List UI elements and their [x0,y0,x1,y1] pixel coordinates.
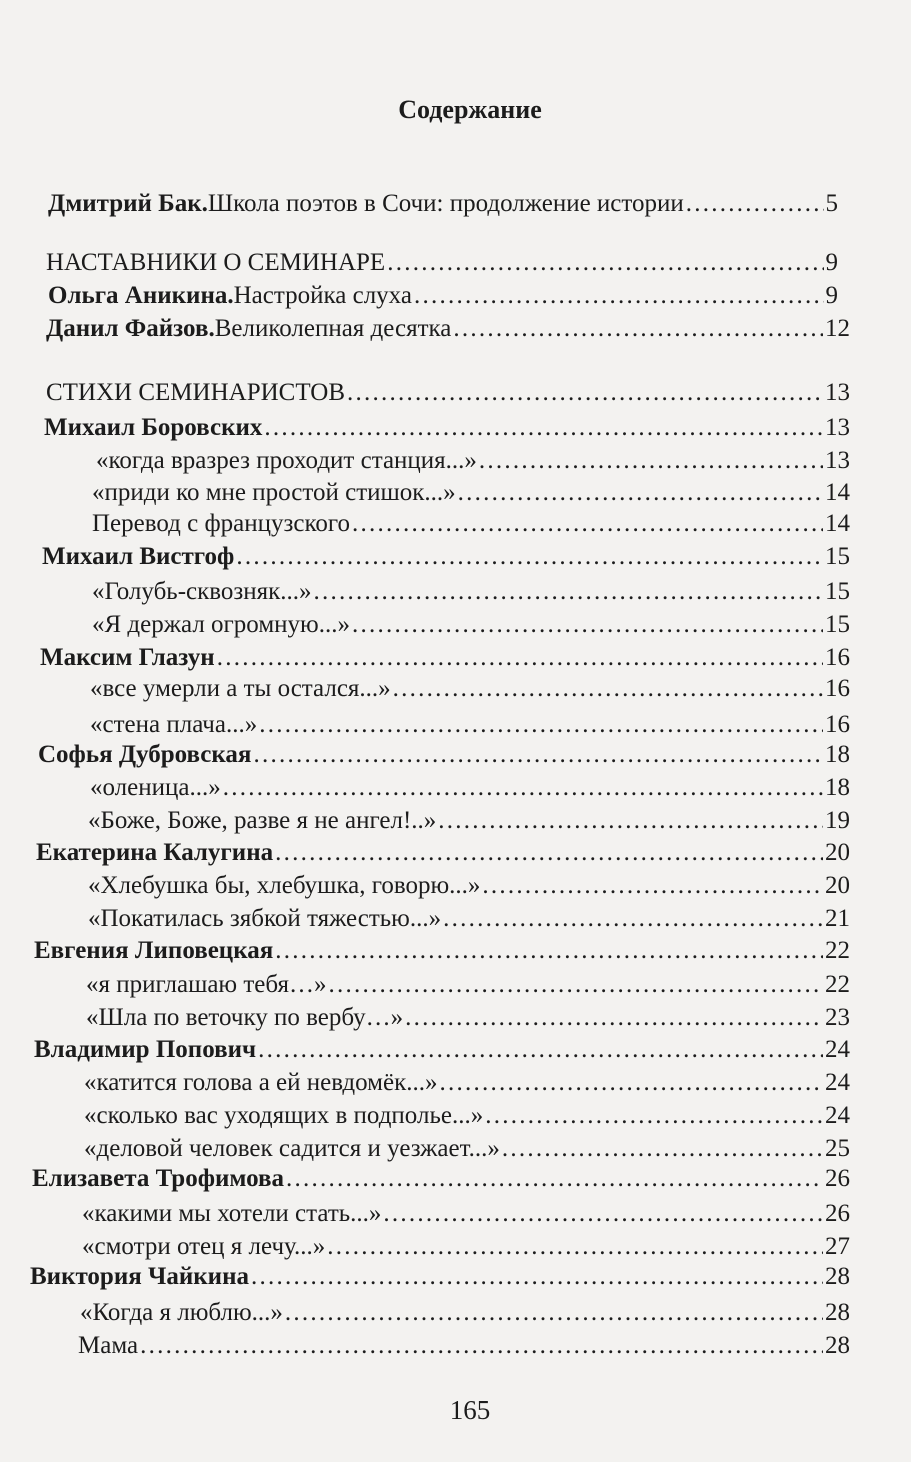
toc-page-number: 13 [825,379,850,406]
toc-page-number: 25 [825,1135,850,1162]
toc-entry [46,378,850,408]
toc-entry [90,710,850,740]
toc-entry-title: «смотри отец я лечу...» [82,1233,326,1260]
toc-author-name: Данил Файзов. [46,315,215,342]
toc-page-number: 26 [825,1165,850,1192]
dot-leader [236,542,823,572]
toc-entry [34,1035,850,1065]
dot-leader [327,1232,823,1262]
toc-entry-title: «оленица...» [90,774,221,801]
toc-page-number: 24 [825,1036,850,1063]
dot-leader [439,1068,823,1098]
toc-entry [88,806,850,836]
toc-entry-title: Настройка слуха [233,282,412,309]
toc-entry-title: «деловой человек садится и уезжает...» [84,1135,500,1162]
toc-entry [86,970,850,1000]
dot-leader [414,281,824,311]
toc-entry [40,643,850,673]
dot-leader [482,871,823,901]
toc-entry [46,248,838,278]
toc-entry-title: «Когда я люблю...» [80,1299,283,1326]
dot-leader [502,1134,823,1164]
toc-entry [82,1199,850,1229]
toc-entry [30,1262,850,1292]
toc-page-number: 19 [825,807,850,834]
dot-leader [285,1298,823,1328]
toc-entry [90,773,850,803]
toc-entry [48,281,838,311]
dot-leader [686,189,824,219]
toc-entry [84,1101,850,1131]
toc-entry [42,542,850,572]
dot-leader [140,1331,823,1361]
toc-page-number: 15 [825,578,850,605]
toc-page-number: 15 [825,611,850,638]
toc-entry-title: «приди ко мне простой стишок...» [92,479,456,506]
toc-entry [86,1003,850,1033]
dot-leader [453,314,823,344]
toc-entry [84,1134,850,1164]
toc-page-number: 18 [825,774,850,801]
toc-entry [78,1331,850,1361]
dot-leader [352,509,823,539]
toc-author-name: Екатерина Калугина [36,839,274,866]
toc-page-number: 20 [825,839,850,866]
toc-page-number: 28 [825,1299,850,1326]
toc-entry [44,413,850,443]
toc-entry [32,1164,850,1194]
toc-entry-title: «Покатилась зябкой тяжестью...» [88,905,442,932]
page-number: 165 [449,1395,491,1425]
toc-page-number: 13 [825,414,850,441]
toc-page-number: 28 [825,1332,850,1359]
toc-author-name: Михаил Боровских [44,414,263,441]
toc-page-number: 9 [825,282,838,309]
toc-entry-title: Перевод с французского [92,510,351,537]
toc-author-name: Елизавета Трофимова [32,1165,284,1192]
toc-page-number: 26 [825,1200,850,1227]
toc-author-name: Софья Дубровская [38,741,252,768]
dot-leader [275,838,823,868]
toc-page-number: 5 [825,190,838,217]
dot-leader [314,577,823,607]
dot-leader [405,1003,823,1033]
toc-page-number: 24 [825,1102,850,1129]
toc-page-number: 21 [825,905,850,932]
dot-leader [217,643,823,673]
toc-entry-title: «сколько вас уходящих в подполье...» [84,1102,484,1129]
toc-page-number: 23 [825,1004,850,1031]
toc-page-number: 14 [825,510,850,537]
toc-entry [36,838,850,868]
toc-entry-title: «Боже, Боже, разве я не ангел!..» [88,807,437,834]
dot-leader [393,674,823,704]
toc-author-name: Евгения Липовецкая [34,937,274,964]
toc-page-number: 16 [825,644,850,671]
toc-entry-title: СТИХИ СЕМИНАРИСТОВ [46,379,345,406]
toc-entry [88,871,850,901]
toc-page-number: 9 [825,249,838,276]
toc-entry [46,314,850,344]
toc-entry-title: Мама [78,1332,139,1359]
toc-entry [82,1232,850,1262]
dot-leader [251,1262,823,1292]
dot-leader [352,610,823,640]
toc-entry-title: «Голубь-сквозняк...» [92,578,312,605]
toc-page-number: 15 [825,543,850,570]
toc-page-number: 27 [825,1233,850,1260]
dot-leader [286,1164,823,1194]
dot-leader [347,378,823,408]
toc-entry-title: «Шла по веточку по вербу…» [86,1004,404,1031]
toc-page-number: 16 [825,675,850,702]
page-title: Содержание [398,95,542,124]
toc-page-number: 22 [825,971,850,998]
toc-author-name: Виктория Чайкина [30,1263,249,1290]
toc-page-number: 13 [825,447,850,474]
toc-entry-title: «когда вразрез проходит станция...» [96,447,477,474]
dot-leader [259,710,823,740]
toc-entry-title: «Я держал огромную...» [92,611,350,638]
dot-leader [479,446,823,476]
toc-entry [80,1298,850,1328]
dot-leader [328,970,823,1000]
dot-leader [387,248,823,278]
toc-entry-title: «катится голова а ей невдомёк...» [84,1069,438,1096]
toc-author-name: Максим Глазун [40,644,215,671]
dot-leader [443,904,823,934]
toc-page-number: 12 [825,315,850,342]
toc-entry [96,446,850,476]
toc-entry [92,478,850,508]
toc-entry [92,577,850,607]
toc-entry [92,610,850,640]
dot-leader [264,413,823,443]
toc-entry-title: «все умерли а ты остался...» [90,675,391,702]
dot-leader [438,806,823,836]
toc-page-number: 20 [825,872,850,899]
dot-leader [458,478,823,508]
dot-leader [223,773,823,803]
toc-entry-title: «Хлебушка бы, хлебушка, говорю...» [88,872,481,899]
toc-entry [88,904,850,934]
toc-page-number: 28 [825,1263,850,1290]
toc-entry [92,509,850,539]
toc-entry-title: НАСТАВНИКИ О СЕМИНАРЕ [46,249,386,276]
toc-entry [38,740,850,770]
toc-entry-title: «стена плача...» [90,711,258,738]
toc-entry-title: «какими мы хотели стать...» [82,1200,382,1227]
toc-page-number: 22 [825,937,850,964]
toc-entry [48,189,838,219]
toc-page-number: 18 [825,741,850,768]
toc-entry-title: Великолепная десятка [214,315,452,342]
toc-author-name: Ольга Аникина. [48,282,234,309]
dot-leader [275,936,823,966]
toc-author-name: Дмитрий Бак. [48,190,208,217]
toc-entry-title: Школа поэтов в Сочи: продолжение истории [207,190,684,217]
toc-author-name: Владимир Попович [34,1036,257,1063]
toc-page-number: 24 [825,1069,850,1096]
toc-entry [90,674,850,704]
dot-leader [258,1035,823,1065]
toc-page-number: 16 [825,711,850,738]
dot-leader [485,1101,823,1131]
toc-page-number: 14 [825,479,850,506]
dot-leader [383,1199,823,1229]
toc-author-name: Михаил Вистгоф [42,543,235,570]
toc-entry [34,936,850,966]
toc-entry [84,1068,850,1098]
dot-leader [253,740,823,770]
toc-entry-title: «я приглашаю тебя…» [86,971,327,998]
